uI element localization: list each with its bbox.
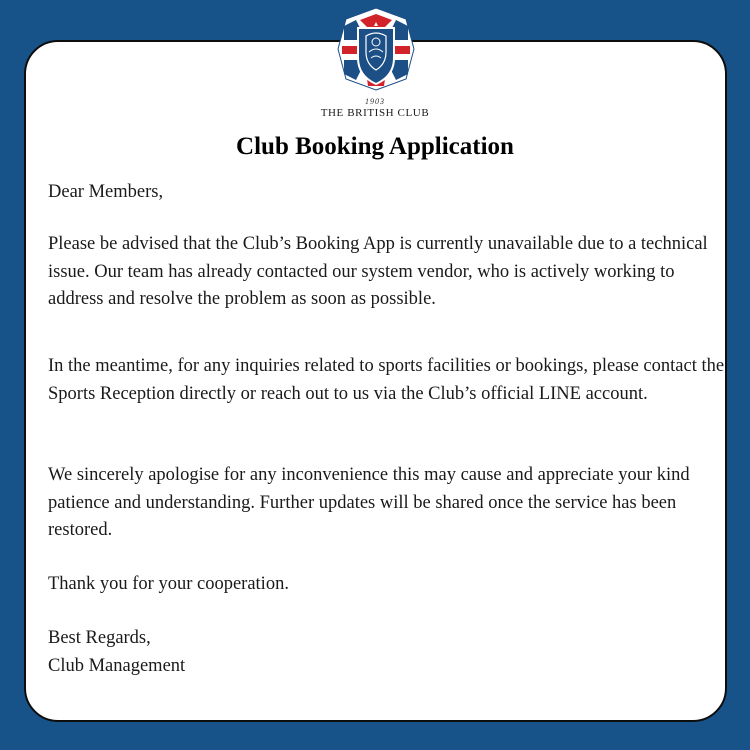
signatory-line: Club Management — [48, 655, 186, 676]
page-title: Club Booking Application — [236, 133, 514, 160]
closing-line: Best Regards, — [48, 628, 151, 648]
paragraph-contact-info: In the meantime, for any inquiries related to sports facilities or bookings, please contact the Sports Reception directly or reach out to us via the Club’s official LINE account. — [48, 356, 725, 404]
founded-year: 1903 — [365, 97, 385, 106]
salutation: Dear Members, — [48, 182, 164, 202]
thanks-line: Thank you for your cooperation. — [48, 574, 289, 594]
signoff — [48, 625, 728, 680]
british-club-crest-logo — [336, 6, 416, 92]
paragraph-apology: We sincerely apologise for any inconvenience this may cause and appreciate your kind patience and understanding. Further updates will be shared once the service has been restored. — [48, 465, 690, 540]
club-name: THE BRITISH CLUB — [320, 107, 430, 119]
paragraph-service-unavailable: Please be advised that the Club’s Booking App is currently unavailable due to a technical issue. Our team has already contacted our system vendor, who is actively working to address and resolve the problem as soon as possible. — [48, 234, 708, 309]
